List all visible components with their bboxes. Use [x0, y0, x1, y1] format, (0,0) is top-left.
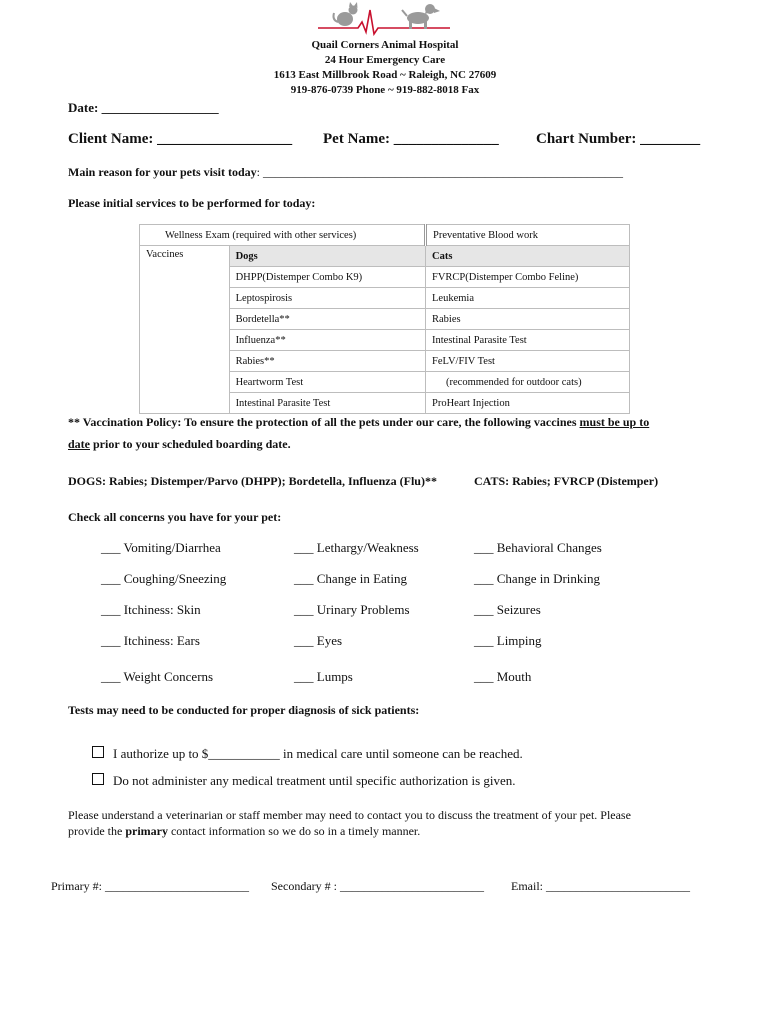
contact-note-pre: provide the	[68, 824, 126, 838]
concern-item[interactable]: ___ Limping	[474, 633, 542, 648]
chart-number-field[interactable]: Chart Number: ________	[536, 131, 701, 147]
dog-vaccine[interactable]: DHPP(Distemper Combo K9)	[229, 267, 425, 288]
cat-vaccine[interactable]: ProHeart Injection	[426, 393, 630, 414]
initial-services-label: Please initial services to be performed for today:	[68, 196, 316, 210]
hospital-address: 1613 East Millbrook Road ~ Raleigh, NC 27609	[273, 69, 497, 81]
cat-requirements: CATS: Rabies; FVRCP (Distemper)	[474, 474, 659, 488]
heartbeat-cat-dog-logo	[318, 2, 450, 36]
cat-vaccine[interactable]: FVRCP(Distemper Combo Feline)	[426, 267, 630, 288]
vaccination-policy	[68, 415, 649, 430]
cat-silhouette	[334, 2, 358, 26]
concern-item[interactable]: ___ Urinary Problems	[294, 602, 410, 617]
vaccination-policy-cont	[68, 437, 291, 452]
contact-note-post: contact information so we do so in a timely manner.	[167, 824, 421, 838]
concern-item[interactable]: ___ Seizures	[474, 602, 541, 617]
policy-emphasis-date: date	[68, 437, 90, 451]
dogs-header: Dogs	[229, 246, 425, 267]
dog-vaccine[interactable]: Rabies**	[229, 351, 425, 372]
hospital-phones: 919-876-0739 Phone ~ 919-882-8018 Fax	[290, 84, 480, 96]
contact-note-bold: primary	[125, 824, 168, 838]
visit-reason-line: : ____________________________________________________________	[256, 165, 624, 179]
dog-vaccine[interactable]: Heartworm Test	[229, 372, 425, 393]
email-field[interactable]: Email: ________________________	[511, 879, 690, 893]
policy-suffix: prior to your scheduled boarding date.	[90, 437, 291, 451]
concerns-heading: Check all concerns you have for your pet:	[68, 510, 282, 524]
cat-vaccine-note: (recommended for outdoor cats)	[426, 372, 630, 393]
no-treatment-label: Do not administer any medical treatment until specific authorization is given.	[113, 773, 516, 788]
date-field[interactable]: Date: __________________	[68, 100, 219, 115]
pet-name-field[interactable]: Pet Name: ______________	[323, 131, 499, 147]
hospital-subtitle: 24 Hour Emergency Care	[324, 54, 446, 66]
tests-heading: Tests may need to be conducted for proper diagnosis of sick patients:	[68, 703, 420, 717]
concern-item[interactable]: ___ Lethargy/Weakness	[294, 540, 419, 555]
concern-item[interactable]: ___ Vomiting/Diarrhea	[101, 540, 221, 555]
no-treatment-checkbox[interactable]	[92, 773, 104, 785]
concern-item[interactable]: ___ Behavioral Changes	[474, 540, 602, 555]
concern-item[interactable]: ___ Lumps	[294, 669, 353, 684]
policy-emphasis: must be up to	[579, 415, 650, 429]
dog-vaccine[interactable]: Intestinal Parasite Test	[229, 393, 425, 414]
concern-item[interactable]: ___ Change in Drinking	[474, 571, 601, 586]
cat-vaccine[interactable]: FeLV/FIV Test	[426, 351, 630, 372]
cats-header: Cats	[426, 246, 630, 267]
contact-note-line1: Please understand a veterinarian or staff member may need to contact you to discuss the treatment of your pet. Please	[68, 808, 631, 822]
dog-silhouette	[402, 4, 440, 29]
policy-text: ** Vaccination Policy: To ensure the protection of all the pets under our care, the following vaccines	[68, 415, 580, 429]
hospital-name: Quail Corners Animal Hospital	[311, 39, 459, 51]
authorize-label: I authorize up to $___________ in medical care until someone can be reached.	[113, 746, 523, 761]
visit-reason-label: Main reason for your pets visit today	[68, 165, 257, 179]
concern-item[interactable]: ___ Eyes	[294, 633, 343, 648]
concern-item[interactable]: ___ Mouth	[474, 669, 532, 684]
concern-item[interactable]: ___ Coughing/Sneezing	[101, 571, 227, 586]
concern-item[interactable]: ___ Itchiness: Ears	[101, 633, 200, 648]
wellness-exam-cell[interactable]: Wellness Exam (required with other services)	[140, 225, 426, 246]
concern-item[interactable]: ___ Weight Concerns	[101, 669, 214, 684]
concern-item[interactable]: ___ Change in Eating	[294, 571, 408, 586]
visit-reason-field[interactable]	[68, 165, 623, 180]
cat-vaccine[interactable]: Intestinal Parasite Test	[426, 330, 630, 351]
vaccines-label: Vaccines	[140, 246, 230, 414]
dog-vaccine[interactable]: Leptospirosis	[229, 288, 425, 309]
client-name-field[interactable]: Client Name: __________________	[68, 131, 293, 147]
cat-vaccine[interactable]: Rabies	[426, 309, 630, 330]
concern-item[interactable]: ___ Itchiness: Skin	[101, 602, 201, 617]
blood-work-cell[interactable]: Preventative Blood work	[426, 225, 630, 246]
services-table	[139, 224, 630, 414]
cat-vaccine[interactable]: Leukemia	[426, 288, 630, 309]
dog-vaccine[interactable]: Bordetella**	[229, 309, 425, 330]
dog-vaccine[interactable]: Influenza**	[229, 330, 425, 351]
secondary-phone-field[interactable]: Secondary # : ________________________	[271, 879, 484, 893]
authorize-checkbox[interactable]	[92, 746, 104, 758]
primary-phone-field[interactable]: Primary #: ________________________	[51, 879, 249, 893]
contact-note-line2	[68, 824, 420, 839]
dog-requirements: DOGS: Rabies; Distemper/Parvo (DHPP); Bordetella, Influenza (Flu)**	[68, 474, 437, 488]
